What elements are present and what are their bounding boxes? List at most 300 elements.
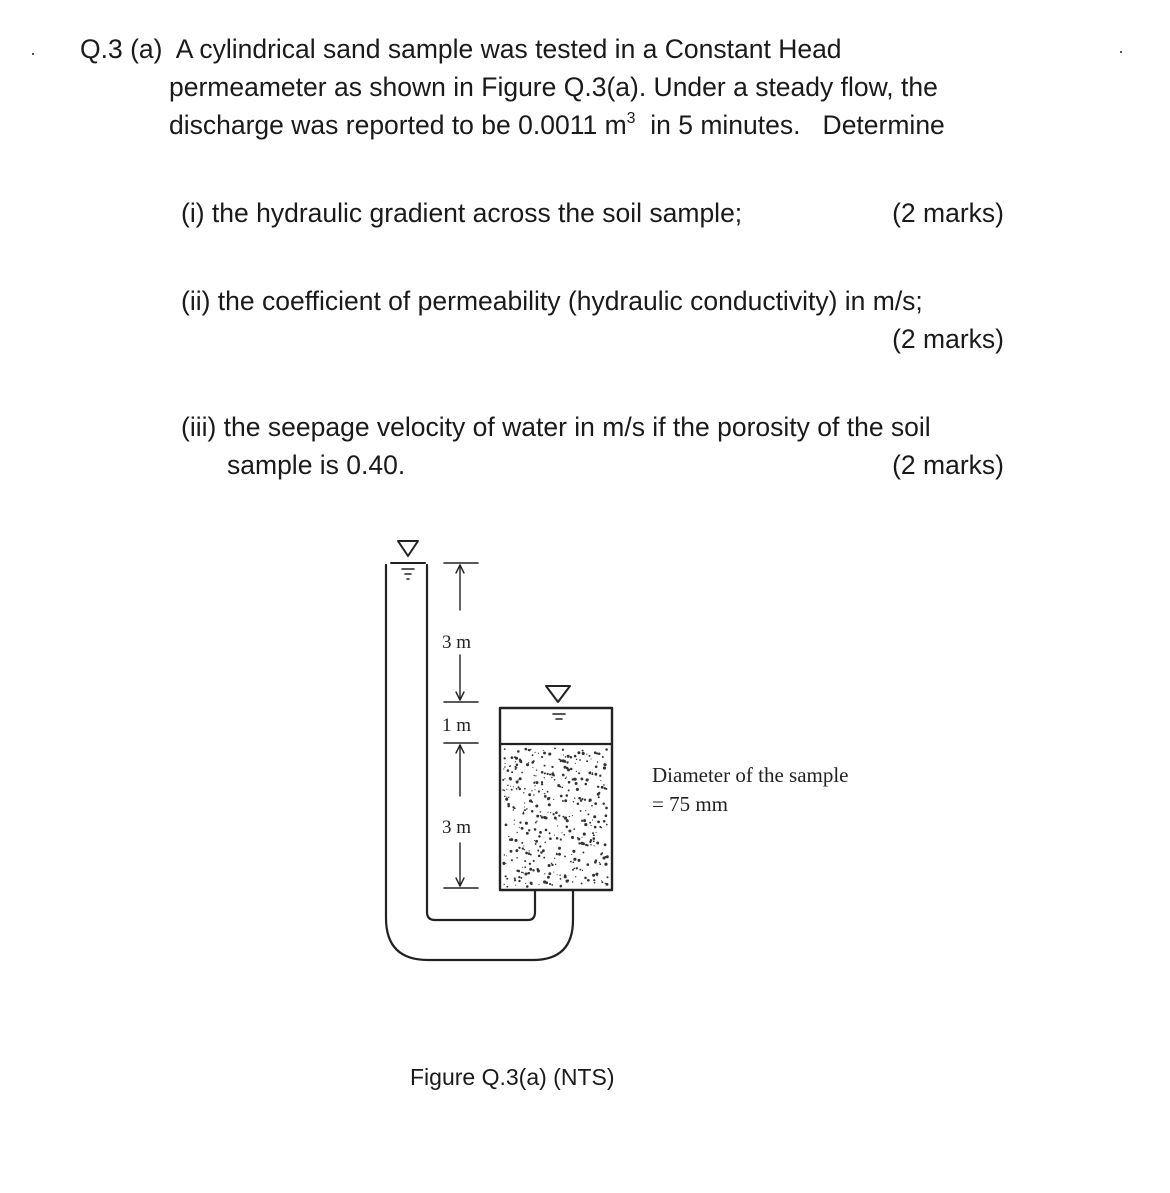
- sand-grain: [513, 809, 514, 810]
- sand-grain: [574, 798, 575, 799]
- dim-label-top: 3 m: [442, 632, 472, 653]
- sand-grain: [509, 839, 511, 841]
- sand-grain: [542, 789, 543, 790]
- sand-grain: [572, 869, 574, 871]
- sand-grain: [521, 842, 523, 844]
- sand-grain: [587, 879, 590, 882]
- sand-grain: [510, 850, 513, 853]
- sand-grain: [558, 853, 561, 856]
- discharge-text: discharge was reported to be 0.0011 m: [169, 110, 627, 140]
- sand-grain: [602, 756, 604, 758]
- sand-grain: [599, 862, 600, 863]
- sand-grain: [555, 864, 556, 865]
- sand-grain: [520, 761, 522, 763]
- sand-grain: [524, 872, 527, 875]
- sand-grain: [584, 877, 587, 880]
- sand-grain: [524, 802, 525, 803]
- sand-grain: [545, 829, 548, 832]
- sand-grain: [562, 749, 564, 751]
- sand-grain: [576, 788, 579, 791]
- sand-grain: [554, 858, 555, 859]
- sand-grain: [591, 805, 593, 807]
- sand-grain: [535, 840, 538, 843]
- sand-grain: [555, 811, 558, 814]
- sand-grain: [553, 775, 555, 777]
- sand-grain: [546, 773, 548, 775]
- sand-grain: [596, 832, 597, 833]
- sand-sample-fill: [502, 747, 609, 887]
- sand-grain: [606, 876, 608, 878]
- sand-grain: [606, 824, 608, 826]
- sand-grain: [601, 881, 603, 883]
- sand-grain: [524, 809, 526, 811]
- sand-grain: [539, 845, 541, 847]
- sand-grain: [534, 785, 535, 786]
- sand-grain: [574, 755, 577, 758]
- sand-grain: [521, 872, 523, 874]
- sand-grain: [517, 750, 520, 753]
- sand-grain: [524, 866, 526, 868]
- sand-grain: [551, 884, 553, 886]
- sand-grain: [537, 869, 540, 872]
- sand-grain: [594, 826, 597, 829]
- sand-grain: [584, 823, 587, 826]
- sand-grain: [551, 863, 553, 865]
- u-tube-inner-wall: [427, 565, 535, 920]
- u-tube-outer-wall: [386, 565, 573, 960]
- sand-grain: [506, 789, 507, 790]
- sand-grain: [580, 810, 582, 812]
- sand-grain: [571, 854, 572, 855]
- sand-grain: [566, 826, 569, 829]
- sand-grain: [538, 855, 541, 858]
- sand-grain: [529, 863, 531, 865]
- sand-grain: [510, 779, 512, 781]
- dim-label-middle: 1 m: [442, 715, 472, 736]
- sand-grain: [569, 816, 570, 817]
- sand-grain: [598, 752, 601, 755]
- sand-grain: [603, 766, 606, 769]
- sand-grain: [529, 799, 532, 802]
- sand-grain: [560, 759, 561, 760]
- sand-grain: [605, 814, 608, 817]
- sand-grain: [525, 852, 528, 855]
- sand-grain: [580, 777, 583, 780]
- sand-grain: [508, 797, 509, 798]
- sand-grain: [528, 749, 530, 751]
- sand-grain: [538, 753, 539, 754]
- sand-grain: [592, 837, 595, 840]
- sand-grain: [578, 838, 581, 841]
- scan-mark-left: [32, 53, 34, 55]
- sand-grain: [559, 885, 562, 888]
- sand-grain: [589, 800, 591, 802]
- sand-grain: [516, 857, 518, 859]
- sand-grain: [583, 819, 586, 822]
- sand-grain: [573, 828, 575, 830]
- sand-grain: [570, 756, 573, 759]
- sand-grain: [544, 795, 547, 798]
- sand-grain: [577, 751, 580, 754]
- sand-grain: [554, 747, 556, 749]
- sand-grain: [598, 792, 600, 794]
- item-i-text: (i) the hydraulic gradient across the soil sample;: [181, 198, 743, 228]
- sand-grain: [565, 756, 566, 757]
- sand-grain: [524, 748, 527, 751]
- sand-grain: [557, 784, 560, 787]
- sand-grain: [598, 796, 600, 798]
- sand-grain: [599, 863, 601, 865]
- sand-grain: [568, 830, 571, 833]
- sand-grain: [573, 868, 575, 870]
- sand-grain: [525, 883, 526, 884]
- sand-grain: [534, 840, 535, 841]
- sand-grain: [522, 872, 523, 873]
- sand-grain: [543, 750, 544, 751]
- sand-grain: [526, 885, 529, 888]
- sand-grain: [601, 852, 603, 854]
- sand-grain: [594, 845, 595, 846]
- sand-grain: [599, 775, 601, 777]
- sand-grain: [605, 748, 608, 751]
- sand-grain: [505, 763, 506, 764]
- figure-caption: Figure Q.3(a) (NTS): [410, 1064, 615, 1090]
- sand-grain: [567, 768, 570, 771]
- sand-grain: [590, 844, 591, 845]
- sand-grain: [533, 760, 535, 762]
- sand-grain: [518, 847, 520, 849]
- sand-grain: [552, 772, 553, 773]
- sand-grain: [564, 799, 567, 802]
- sand-grain: [564, 766, 567, 769]
- question-intro-line-3: [169, 106, 945, 144]
- sand-grain: [582, 752, 585, 755]
- sand-grain: [535, 822, 537, 824]
- sand-grain: [570, 768, 573, 771]
- sand-grain: [518, 876, 520, 878]
- sand-grain: [558, 758, 560, 760]
- sand-grain: [597, 821, 600, 824]
- sand-grain: [507, 784, 509, 786]
- sand-grain: [593, 834, 595, 836]
- sand-grain: [582, 870, 583, 871]
- sand-grain: [533, 794, 534, 795]
- sand-grain: [502, 789, 504, 791]
- sand-grain: [567, 755, 570, 758]
- sand-grain: [572, 861, 574, 863]
- sand-grain: [536, 821, 537, 822]
- sand-grain: [581, 883, 583, 885]
- sand-grain: [526, 832, 529, 835]
- sand-grain: [595, 873, 598, 876]
- sand-grain: [578, 842, 580, 844]
- sand-grain: [516, 870, 518, 872]
- sand-grain: [535, 752, 536, 753]
- sand-grain: [510, 786, 511, 787]
- sand-grain: [584, 799, 586, 801]
- question-intro-line-2: permeameter as shown in Figure Q.3(a). Under a steady flow, the: [169, 72, 938, 102]
- sand-grain: [589, 822, 591, 824]
- sand-grain: [566, 761, 568, 763]
- sand-grain: [515, 885, 516, 886]
- sand-grain: [502, 862, 505, 865]
- sand-grain: [595, 765, 598, 768]
- sand-grain: [516, 767, 518, 769]
- sand-grain: [579, 869, 581, 871]
- sand-grain: [554, 779, 556, 781]
- sand-grain: [523, 792, 524, 793]
- sand-grain: [541, 783, 543, 785]
- sand-grain: [604, 843, 607, 846]
- sand-grain: [572, 882, 573, 883]
- sand-grain: [557, 874, 558, 875]
- sand-grain: [548, 752, 551, 755]
- sand-grain: [554, 835, 555, 836]
- sand-grain: [504, 778, 505, 779]
- sand-grain: [523, 811, 524, 812]
- sand-grain: [508, 836, 509, 837]
- sand-grain: [556, 837, 559, 840]
- sand-grain: [526, 763, 529, 766]
- item-ii-marks: (2 marks): [892, 324, 1004, 354]
- sand-grain: [535, 843, 537, 845]
- sand-grain: [603, 763, 606, 766]
- sand-grain: [523, 845, 524, 846]
- sand-grain: [557, 825, 558, 826]
- sand-grain: [531, 883, 533, 885]
- sand-grain: [533, 775, 534, 776]
- sand-grain: [505, 863, 506, 864]
- sand-grain: [534, 828, 537, 831]
- sand-grain: [589, 771, 591, 773]
- sand-grain: [581, 842, 584, 845]
- sand-grain: [506, 797, 507, 798]
- sand-grain: [564, 855, 566, 857]
- sample-diameter-label: Diameter of the sample: [652, 763, 849, 787]
- sand-grain: [535, 775, 536, 776]
- sand-grain: [507, 769, 510, 772]
- sand-grain: [575, 876, 576, 877]
- sand-grain: [522, 867, 523, 868]
- sand-grain: [536, 781, 539, 784]
- sand-grain: [572, 815, 573, 816]
- sand-grain: [585, 844, 587, 846]
- sand-grain: [525, 822, 528, 825]
- sand-grain: [558, 847, 561, 850]
- sand-grain: [505, 875, 507, 877]
- sand-grain: [541, 771, 544, 774]
- sand-grain: [573, 778, 576, 781]
- scan-mark-right: [1120, 51, 1122, 53]
- sand-grain: [564, 874, 566, 876]
- sand-grain: [504, 766, 506, 768]
- sand-grain: [594, 882, 596, 884]
- sample-diameter-value: = 75 mm: [652, 792, 729, 816]
- sand-grain: [531, 810, 534, 813]
- sand-grain: [556, 819, 557, 820]
- sand-grain: [538, 835, 541, 838]
- sand-grain: [576, 867, 578, 869]
- sand-grain: [577, 803, 580, 806]
- sand-grain: [586, 760, 588, 762]
- question-intro-line-1: [80, 30, 842, 68]
- sand-grain: [581, 798, 583, 800]
- sand-grain: [515, 849, 518, 852]
- sand-grain: [576, 771, 577, 772]
- sand-grain: [544, 777, 545, 778]
- sand-grain: [537, 849, 539, 851]
- sand-grain: [534, 789, 535, 790]
- sand-grain: [604, 863, 607, 866]
- sand-grain: [541, 781, 543, 783]
- sand-grain: [551, 777, 552, 778]
- sand-grain: [599, 826, 601, 828]
- sand-grain: [570, 861, 572, 863]
- sand-grain: [528, 793, 531, 796]
- sand-grain: [601, 786, 604, 789]
- sand-grain: [532, 754, 534, 756]
- sand-grain: [603, 784, 605, 786]
- sand-grain: [568, 781, 571, 784]
- sand-grain: [604, 787, 606, 789]
- sand-grain: [504, 748, 506, 750]
- sand-grain: [590, 839, 592, 841]
- sand-grain: [544, 765, 546, 767]
- sand-grain: [565, 777, 567, 779]
- item-iii-text: (iii) the seepage velocity of water in m/s if the porosity of the soil: [181, 412, 931, 442]
- sand-grain: [560, 838, 562, 840]
- sand-grain: [597, 786, 599, 788]
- sand-grain: [506, 878, 508, 880]
- sand-grain: [561, 787, 563, 789]
- sand-grain: [514, 756, 516, 758]
- sand-grain: [550, 812, 551, 813]
- sand-grain: [572, 850, 575, 853]
- sand-grain: [544, 772, 546, 774]
- sand-grain: [535, 804, 538, 807]
- sand-grain: [511, 756, 514, 759]
- sand-grain: [586, 863, 589, 866]
- sand-grain: [586, 778, 589, 781]
- sand-grain: [567, 880, 569, 882]
- sand-grain: [585, 810, 586, 811]
- dim-label-bottom: 3 m: [442, 817, 472, 838]
- sand-grain: [593, 879, 595, 881]
- question-part: (a): [130, 34, 163, 64]
- sand-grain: [518, 779, 519, 780]
- sand-grain: [573, 858, 576, 861]
- sand-grain: [562, 800, 564, 802]
- sand-grain: [504, 790, 505, 791]
- sand-grain: [541, 816, 542, 817]
- sand-grain: [591, 825, 592, 826]
- right-water-level-icon: [546, 686, 570, 702]
- sand-grain: [551, 766, 553, 768]
- sand-grain: [553, 872, 554, 873]
- sand-grain: [571, 836, 574, 839]
- sand-grain: [517, 832, 518, 833]
- sand-grain: [516, 788, 518, 790]
- sand-grain: [544, 793, 545, 794]
- sand-grain: [543, 880, 546, 883]
- sand-grain: [556, 853, 557, 854]
- sand-grain: [533, 782, 535, 784]
- sand-grain: [576, 759, 577, 760]
- sand-grain: [549, 883, 551, 885]
- sand-grain: [514, 839, 517, 842]
- sand-grain: [575, 782, 578, 785]
- sand-grain: [528, 829, 530, 831]
- sand-grain: [589, 755, 591, 757]
- left-water-level-icon: [398, 541, 418, 556]
- sand-grain: [541, 756, 543, 758]
- sand-grain: [606, 883, 609, 886]
- sand-grain: [513, 786, 514, 787]
- sand-grain: [558, 815, 560, 817]
- sand-grain: [517, 786, 519, 788]
- sand-grain: [504, 796, 506, 798]
- sand-grain: [573, 801, 574, 802]
- sand-grain: [506, 855, 507, 856]
- sand-grain: [593, 815, 596, 818]
- sand-grain: [505, 824, 508, 827]
- sand-grain: [504, 854, 505, 855]
- sand-grain: [575, 763, 576, 764]
- sand-grain: [543, 816, 546, 819]
- question-intro-text-1: A cylindrical sand sample was tested in a Constant Head: [175, 34, 842, 64]
- item-i-marks: (2 marks): [892, 198, 1004, 228]
- sand-grain: [582, 750, 584, 752]
- sand-grain: [587, 813, 589, 815]
- sand-grain: [549, 797, 551, 799]
- sand-grain: [519, 827, 520, 828]
- sand-grain: [602, 802, 604, 804]
- sand-grain: [547, 812, 548, 813]
- sand-grain: [578, 797, 581, 800]
- sand-grain: [503, 768, 504, 769]
- sand-grain: [549, 837, 552, 840]
- sand-grain: [533, 860, 535, 862]
- sand-grain: [516, 780, 519, 783]
- sand-grain: [563, 834, 565, 836]
- sand-grain: [520, 877, 522, 879]
- sand-grain: [544, 873, 545, 874]
- sand-grain: [585, 783, 588, 786]
- sand-grain: [594, 861, 597, 864]
- sand-grain: [521, 772, 523, 774]
- sand-grain: [582, 837, 583, 838]
- sand-grain: [594, 773, 597, 776]
- sand-grain: [596, 842, 599, 845]
- sand-grain: [519, 788, 521, 790]
- permeameter-figure: [370, 528, 930, 978]
- sand-grain: [592, 832, 594, 834]
- determine-text: in 5 minutes. Determine: [635, 110, 945, 140]
- sand-grain: [566, 794, 569, 797]
- sand-grain: [527, 872, 530, 875]
- item-ii-text: (ii) the coefficient of permeability (hydraulic conductivity) in m/s;: [181, 286, 923, 316]
- sand-grain: [566, 819, 569, 822]
- item-iii-marks: (2 marks): [892, 450, 1004, 480]
- sand-grain: [559, 874, 561, 876]
- sand-grain: [505, 798, 508, 801]
- sand-grain: [579, 759, 581, 761]
- sand-grain: [566, 777, 567, 778]
- sand-grain: [519, 821, 521, 823]
- sand-grain: [528, 852, 531, 855]
- sand-grain: [605, 856, 607, 858]
- sand-grain: [509, 766, 510, 767]
